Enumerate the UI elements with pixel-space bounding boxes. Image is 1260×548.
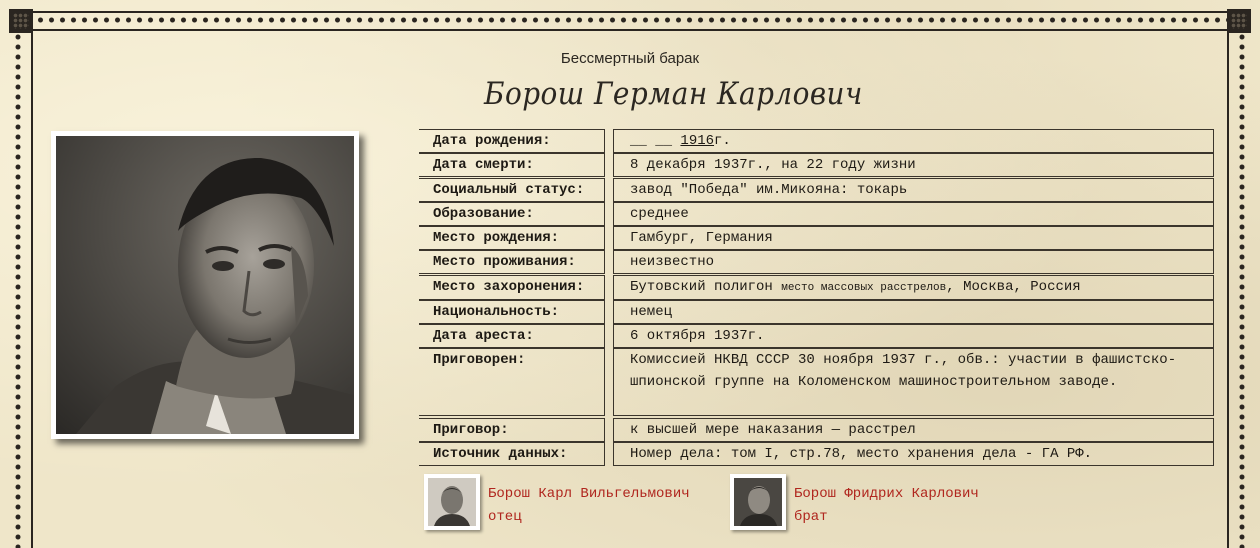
frame-right-border [1237,20,1247,548]
field-social-status [419,178,1214,202]
field-arrest-date [419,324,1214,348]
relative-father-name[interactable]: Борош Карл Вильгельмович [488,486,690,502]
portrait-photo [51,131,359,439]
field-burial-place [419,275,1214,300]
field-value: немец [613,300,1214,324]
field-birth-place [419,226,1214,250]
relative-father-photo[interactable] [424,474,480,530]
field-value: Гамбург, Германия [613,226,1214,250]
frame-corner-right [1227,9,1251,33]
relative-father-link[interactable] [424,474,690,530]
field-value: 6 октября 1937г. [613,324,1214,348]
field-residence [419,250,1214,274]
field-data-source [419,442,1214,466]
field-value: __ __ 1916г. [613,129,1214,153]
field-sentence [419,418,1214,442]
field-label: Дата рождения: [419,129,605,153]
field-value: неизвестно [613,250,1214,274]
portrait-image [56,136,354,434]
project-title: Бессмертный барак [560,50,700,67]
person-name: Борош Герман Карлович [484,76,863,112]
relative-brother-name[interactable]: Борош Фридрих Карлович [794,486,979,502]
field-sentenced-by [419,348,1214,416]
relative-brother-photo[interactable] [730,474,786,530]
frame-top-border [18,11,1242,27]
field-label: Место проживания: [419,250,605,274]
field-nationality [419,300,1214,324]
field-death-date [419,153,1214,177]
field-label: Социальный статус: [419,178,605,202]
frame-left-border [13,20,23,548]
field-label: Национальность: [419,300,605,324]
field-value: Номер дела: том I, стр.78, место хранения дела - ГА РФ. [613,442,1214,466]
field-education [419,202,1214,226]
field-value: 8 декабря 1937г., на 22 году жизни [613,153,1214,177]
field-value: Комиссией НКВД СССР 30 ноября 1937 г., обв.: участии в фашистско-шпионской группе на Коломенском машиностроительном заводе. [613,348,1214,416]
relative-brother-link[interactable] [730,474,979,530]
field-label: Место захоронения: [419,275,605,300]
relative-father-relation: отец [488,509,522,525]
field-birth-date [419,129,1214,153]
field-label: Приговор: [419,418,605,442]
field-value: Бутовский полигон место массовых расстрелов, Москва, Россия [613,275,1214,300]
field-label: Дата ареста: [419,324,605,348]
field-value: завод "Победа" им.Микояна: токарь [613,178,1214,202]
field-label: Образование: [419,202,605,226]
field-label: Место рождения: [419,226,605,250]
field-value: среднее [613,202,1214,226]
field-value: к высшей мере наказания — расстрел [613,418,1214,442]
field-label: Приговорен: [419,348,605,416]
frame-corner-left [9,9,33,33]
field-label: Источник данных: [419,442,605,466]
field-label: Дата смерти: [419,153,605,177]
relative-brother-relation: брат [794,509,828,525]
